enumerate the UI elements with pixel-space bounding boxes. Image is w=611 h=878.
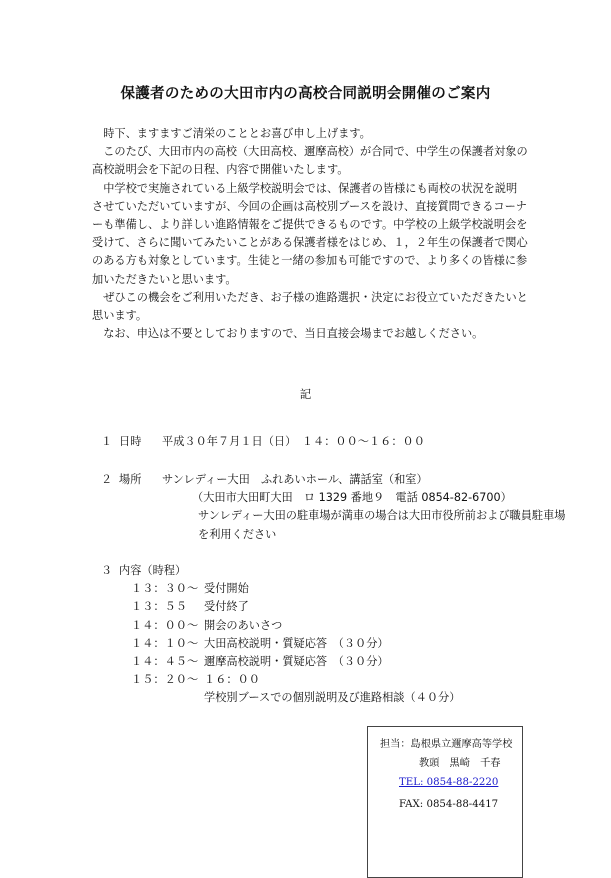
intro-paragraph: なお、申込は不要としておりますので、当日直接会場までお越しください。	[103, 327, 484, 341]
parking-note: サンレディー大田の駐車場が満車の場合は大田市役所前および職員駐車場	[198, 509, 566, 523]
schedule-desc: 受付終了	[204, 600, 249, 614]
intro-body	[92, 125, 528, 343]
item-label: 内容（時程）	[119, 564, 187, 577]
schedule-time: １４：１０〜	[131, 636, 199, 650]
item-number: ２	[101, 473, 113, 486]
schedule-desc: 大田高校説明・質疑応答 （３０分）	[204, 636, 389, 650]
item-value: 平成３０年７月１日（日） １４：００〜１６：００	[162, 435, 425, 448]
item-number: ３	[101, 564, 113, 577]
item-label: 場所	[119, 473, 142, 486]
intro-paragraph: 時下、ますますご清栄のこととお喜び申し上げます。	[103, 127, 371, 140]
contact-school: 担当：島根県立邇摩高等学校	[380, 739, 513, 750]
ki-heading: 記	[299, 387, 312, 401]
schedule-desc: 邇摩高校説明・質疑応答 （３０分）	[204, 654, 389, 668]
document-title: 保護者のための大田市内の高校合同説明会開催のご案内	[120, 86, 491, 102]
intro-paragraph: 中学校で実施されている上級学校説明会では、保護者の皆様にも両校の状況を説明させていただいていますが、今回の企画は高校別ブースを設け、直接質問できるコーナーも準備し、より詳しい進路情報をご提供できるものです。中学校の上級学校説明会を受けて、さらに聞いてみたいことがある保護者様をはじめ、１，２年生の保護者で関心のある方も対象としています。生徒と一緒の参加も可能ですので、より多くの皆様に参加いただきたいと思います。	[92, 181, 528, 286]
schedule-time: １３：３０〜	[131, 582, 199, 596]
intro-paragraph: このたび、大田市内の高校（大田高校、邇摩高校）が合同で、中学生の保護者対象の高校説明会を下記の日程、内容で開催いたします。	[92, 145, 528, 177]
schedule-time: １３：５５	[131, 600, 187, 614]
item-label: 日時	[119, 435, 142, 448]
contact-fax: FAX: 0854-88-4417	[399, 799, 499, 810]
intro-paragraph: ぜひこの機会をご利用いただき、お子様の進路選択・決定にお役立ていただきたいと思います。	[92, 290, 528, 323]
schedule-note: 学校別ブースでの個別説明及び進路相談（４０分）	[204, 691, 461, 705]
schedule-time: １４：００〜	[131, 618, 199, 632]
item-number: １	[101, 435, 113, 448]
parking-note: を利用ください	[198, 527, 277, 541]
schedule-time: １４：４５〜	[131, 654, 199, 668]
schedule-desc: 開会のあいさつ	[204, 618, 283, 632]
contact-person: 教頭 黒崎 千春	[419, 758, 501, 769]
schedule-desc: 受付開始	[204, 582, 249, 596]
schedule-desc: １６：００	[204, 673, 260, 687]
item-value: サンレディー大田 ふれあいホール、講話室（和室）	[162, 473, 428, 486]
venue-address: （大田市大田町大田 ロ 1329 番地９ 電話 0854‑82‑6700）	[192, 491, 512, 505]
contact-tel-link[interactable]: TEL: 0854-88-2220	[399, 777, 499, 788]
schedule-time: １５：２０〜	[131, 673, 199, 687]
contact-box	[367, 726, 523, 878]
